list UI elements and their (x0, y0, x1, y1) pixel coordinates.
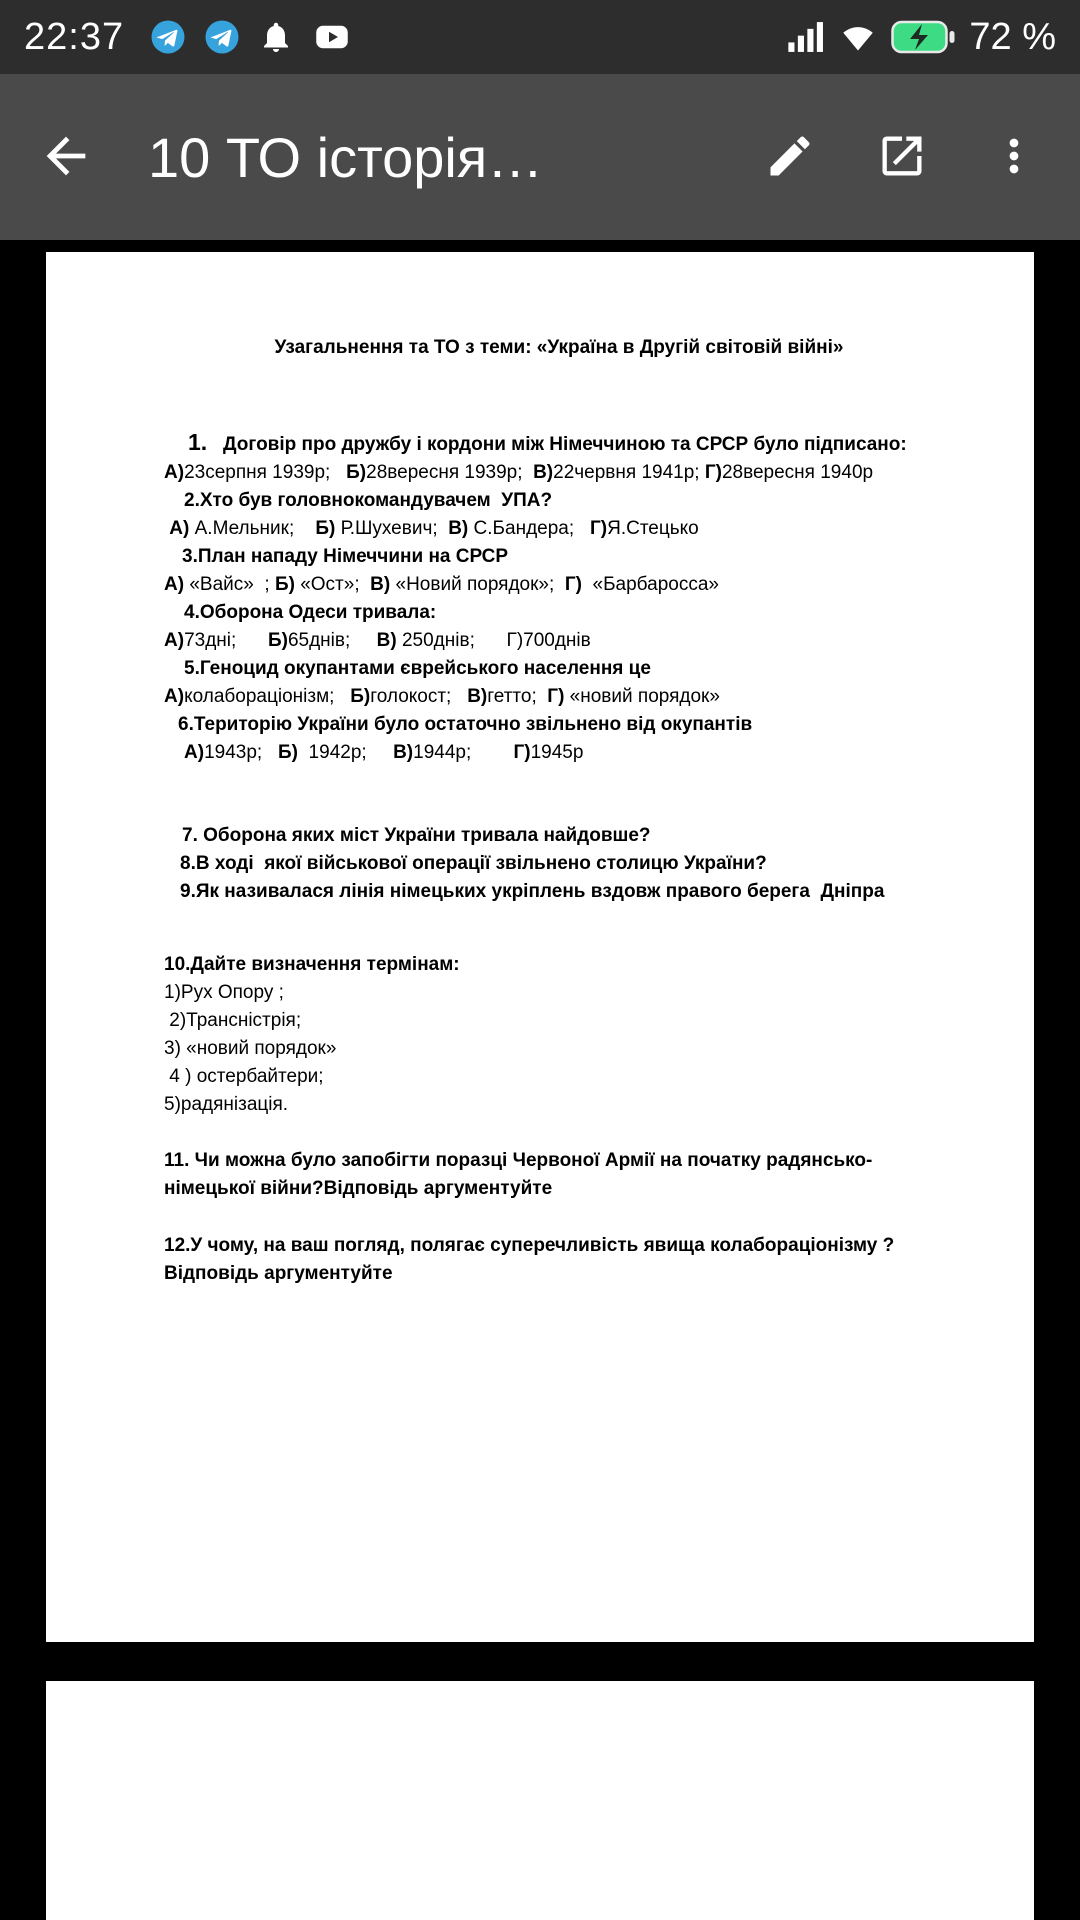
doc-line: 4 ) остербайтери; (164, 1066, 324, 1087)
page-1-body (164, 334, 954, 1288)
wifi-icon (839, 20, 877, 54)
back-arrow-icon (37, 127, 95, 188)
status-system-icons (787, 16, 1056, 59)
doc-line: 1. Договір про дружбу і кордони між Німеччиною та СРСР було підписано: (188, 429, 907, 455)
app-bar-actions (752, 119, 1052, 195)
notification-icons (150, 19, 352, 55)
open-in-new-icon (876, 130, 928, 185)
doc-line: А) А.Мельник; Б) Р.Шухевич; В) С.Бандера; Г)Я.Стецько (164, 518, 699, 539)
doc-line: 8.В ході якої військової операції звільнено столицю України? (180, 853, 767, 874)
doc-line: 5)радянізація. (164, 1094, 289, 1115)
doc-line: 1)Рух Опору ; (164, 982, 284, 1003)
doc-line: 3) «новий порядок» (164, 1038, 337, 1059)
youtube-icon (312, 19, 352, 55)
battery-charging-icon (891, 20, 955, 54)
messenger-app-icon (150, 19, 186, 55)
doc-line: 6.Територію України було остаточно звільнено від окупантів (178, 714, 753, 735)
doc-line: 12.У чому, на ваш погляд, полягає суперечливість явища колабораціонізму ?Відповідь аргументуйте (164, 1235, 895, 1284)
overflow-menu-icon (988, 130, 1040, 185)
doc-line: 3.План нападу Німеччини на СРСР (182, 546, 509, 567)
doc-line: 9.Як називалася лінія німецьких укріплень вздовж правого берега Дніпра (180, 881, 885, 902)
doc-line: 7. Оборона яких міст України тривала найдовше? (182, 825, 651, 846)
edit-button[interactable] (752, 119, 828, 195)
open-in-button[interactable] (864, 119, 940, 195)
bell-icon (258, 19, 294, 55)
messenger-app-icon (204, 19, 240, 55)
doc-line: А)колабораціонізм; Б)голокост; В)гетто; Г) «новий порядок» (164, 686, 720, 707)
overflow-menu-button[interactable] (976, 119, 1052, 195)
back-button[interactable] (28, 119, 104, 195)
doc-line: А)73дні; Б)65днів; В) 250днів; Г)700днів (164, 630, 591, 651)
document-page-2 (46, 1681, 1034, 1920)
doc-line: 4.Оборона Одеси тривала: (184, 602, 437, 623)
doc-line: 2)Трансністрія; (164, 1010, 302, 1031)
signal-strength-icon (787, 20, 825, 54)
doc-line: А) «Вайс» ; Б) «Ост»; В) «Новий порядок»; Г) «Барбаросса» (164, 574, 719, 595)
doc-line: А)1943р; Б) 1942р; В)1944р; Г)1945р (184, 742, 584, 763)
status-time: 22:37 (24, 15, 125, 58)
doc-line: 5.Геноцид окупантами єврейського населення це (184, 658, 651, 679)
battery-percent-label: 72 % (969, 15, 1056, 58)
app-bar (0, 74, 1080, 240)
doc-line: 10.Дайте визначення термінам: (164, 954, 460, 975)
doc-line: 2.Хто був головнокомандувачем УПА? (184, 490, 553, 511)
doc-line: Узагальнення та ТО з теми: «Україна в Другій світовій війні» (274, 337, 844, 358)
doc-line: 11. Чи можна було запобігти поразці Червоної Армії на початку радянсько-німецької війни?Відповідь аргументуйте (164, 1150, 873, 1199)
document-title: 10 ТО історія… (148, 125, 544, 189)
edit-pencil-icon (764, 130, 816, 185)
document-viewer[interactable] (0, 240, 1080, 1920)
document-page-1 (46, 252, 1034, 1642)
status-bar (0, 0, 1080, 74)
doc-line: А)23серпня 1939р; Б)28вересня 1939р; В)22червня 1941р; Г)28вересня 1940р (164, 462, 874, 483)
